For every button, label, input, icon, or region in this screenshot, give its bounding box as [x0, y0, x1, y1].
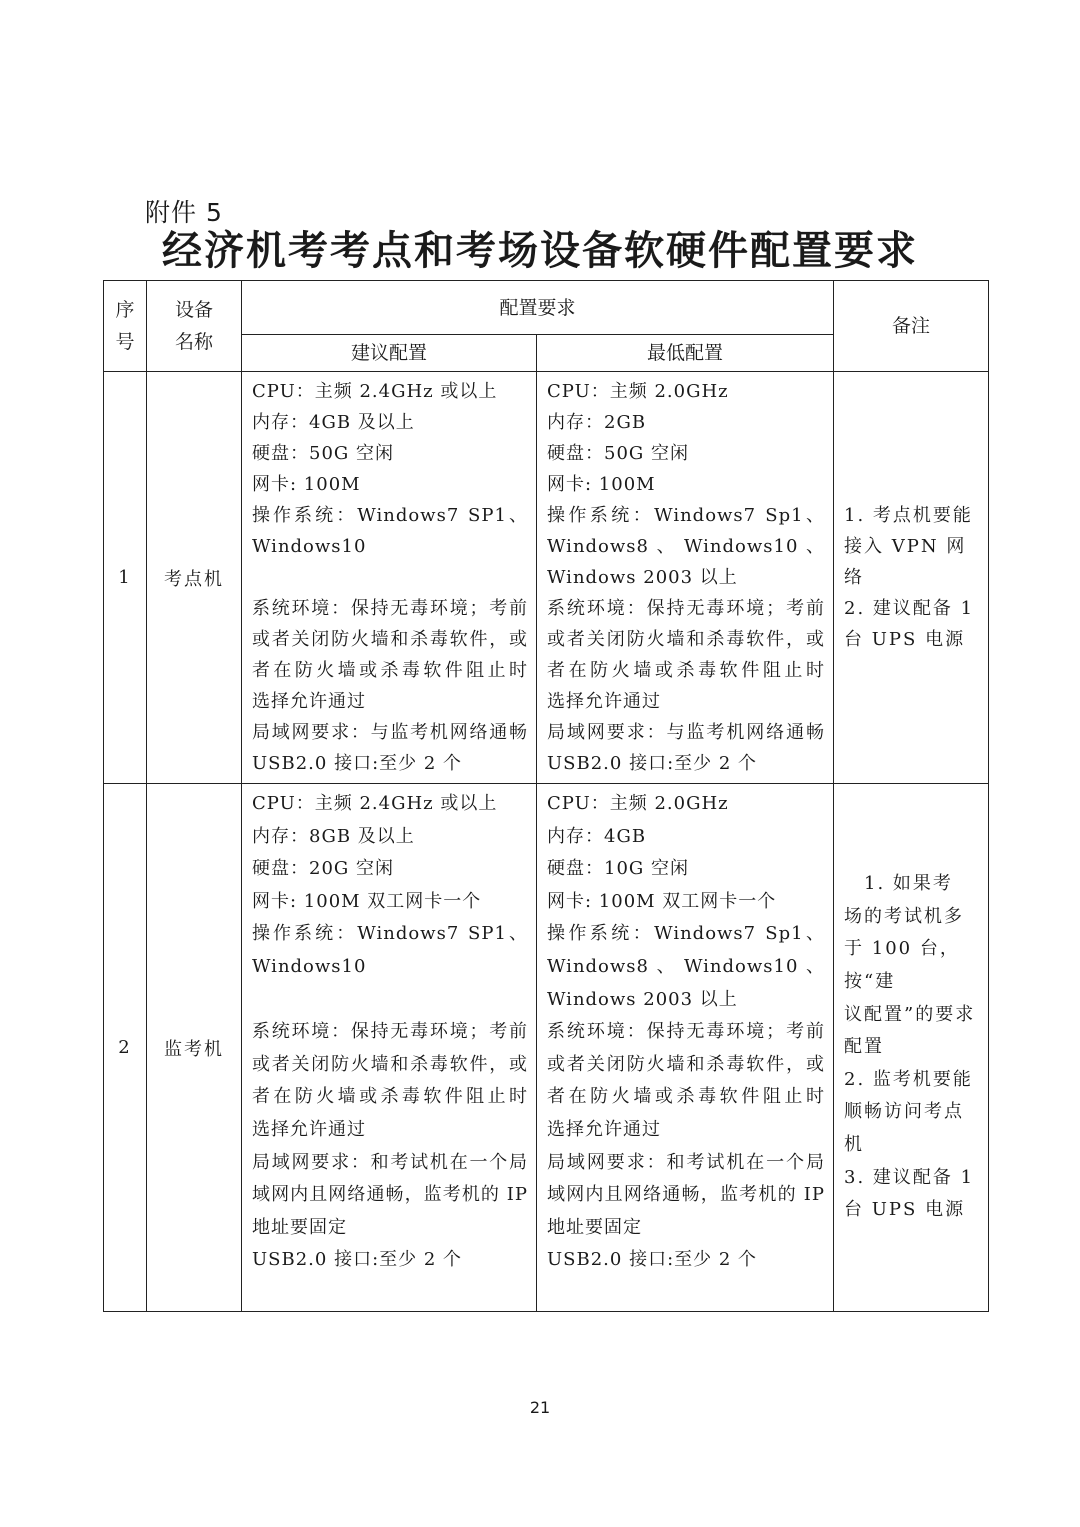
- remark-line: 接入 VPN 网络: [844, 536, 967, 588]
- minimum-config: [537, 784, 834, 1312]
- remark-line: 顺畅访问考点: [844, 1101, 965, 1123]
- minimum-config: [537, 372, 834, 784]
- spec-line: USB2.0 接口:至少 2 个: [252, 753, 463, 774]
- spec-line: 系统环境：保持无毒环境；考前: [547, 1021, 826, 1043]
- recommended-config: [242, 372, 537, 784]
- remark-line: 议配置”的要求: [844, 1003, 976, 1025]
- remark-line: 2. 监考机要能: [844, 1068, 973, 1090]
- spec-line: 选择允许通过: [547, 691, 661, 712]
- spec-line: USB2.0 接口:至少 2 个: [547, 1249, 758, 1271]
- spec-line: 域网内且网络通畅，监考机的 IP: [547, 1184, 826, 1206]
- spec-line: 局域网要求：和考试机在一个局: [547, 1151, 826, 1173]
- spec-line: CPU：主频 2.4GHz 或以上: [252, 381, 498, 402]
- remark-line: 2. 建议配备 1: [844, 598, 975, 619]
- spec-line: 者在防火墙或杀毒软件阻止时: [252, 1086, 528, 1108]
- header-seq-line1: 序: [115, 299, 135, 321]
- spec-line: 选择允许通过: [547, 1118, 661, 1140]
- remark-line: 3. 建议配备 1: [844, 1166, 975, 1188]
- spec-line: 系统环境：保持无毒环境；考前: [547, 598, 826, 619]
- spec-line: USB2.0 接口:至少 2 个: [252, 1249, 463, 1271]
- row-seq: 2: [104, 784, 147, 1312]
- header-remarks: 备注: [834, 281, 989, 372]
- header-device-line2: 名称: [174, 331, 213, 353]
- header-seq-line2: 号: [115, 331, 135, 353]
- remark-line: 1. 考点机要能: [844, 505, 973, 526]
- recommended-config: [242, 784, 537, 1312]
- spec-line: 内存：2GB: [547, 412, 647, 433]
- spec-line: 硬盘：10G 空闲: [547, 858, 690, 880]
- remark-line: 配置: [844, 1036, 885, 1058]
- spec-line: 局域网要求：与监考机网络通畅: [252, 722, 528, 743]
- spec-line: 者在防火墙或杀毒软件阻止时: [547, 1086, 826, 1108]
- row-seq: 1: [104, 372, 147, 784]
- spec-line: Windows 2003 以上: [547, 988, 738, 1010]
- spec-line: Windows 2003 以上: [547, 567, 738, 588]
- spec-line: 者在防火墙或杀毒软件阻止时: [252, 660, 528, 681]
- spec-line: 内存：4GB 及以上: [252, 412, 415, 433]
- remarks-cell: [834, 372, 989, 784]
- spec-line: 操作系统：Windows7 SP1、: [252, 923, 528, 945]
- spec-line: 选择允许通过: [252, 691, 366, 712]
- spec-line: 网卡: 100M: [252, 474, 361, 495]
- remarks-cell: [834, 784, 989, 1312]
- spec-line: CPU：主频 2.0GHz: [547, 381, 729, 402]
- spec-line: 系统环境：保持无毒环境；考前: [252, 598, 528, 619]
- spec-line: CPU：主频 2.0GHz: [547, 793, 729, 814]
- table-row: [104, 784, 989, 1312]
- remark-line: 于 100 台，按“建: [844, 938, 960, 993]
- remark-line: 机: [844, 1133, 865, 1155]
- remark-line: 台 UPS 电源: [844, 629, 966, 650]
- remark-line: 场的考试机多: [844, 905, 965, 927]
- spec-line: Windows8 、 Windows10 、: [547, 536, 826, 557]
- header-minimum: 最低配置: [537, 335, 834, 372]
- spec-line: 地址要固定: [547, 1216, 642, 1238]
- spec-line: 局域网要求：与监考机网络通畅: [547, 722, 826, 743]
- spec-line: 者在防火墙或杀毒软件阻止时: [547, 660, 826, 681]
- header-seq: [104, 281, 147, 372]
- spec-line: CPU：主频 2.4GHz 或以上: [252, 793, 498, 814]
- header-recommended: 建议配置: [242, 335, 537, 372]
- spec-line: 网卡: 100M 双工网卡一个: [547, 890, 777, 912]
- spec-line: 操作系统：Windows7 Sp1、: [547, 505, 826, 526]
- spec-line: 系统环境：保持无毒环境；考前: [252, 1021, 528, 1043]
- page-number: 21: [529, 1398, 551, 1417]
- row-device-name: 考点机: [147, 372, 242, 784]
- spec-line: Windows8 、 Windows10 、: [547, 955, 826, 977]
- spec-line: 选择允许通过: [252, 1118, 366, 1140]
- spec-line: Windows10: [252, 955, 367, 977]
- spec-line-blank: [252, 984, 528, 1017]
- spec-line: 内存：8GB 及以上: [252, 825, 415, 847]
- spec-line: Windows10: [252, 536, 367, 557]
- spec-line: 或者关闭防火墙和杀毒软件，或: [547, 629, 826, 650]
- spec-line: 硬盘：50G 空闲: [252, 443, 395, 464]
- config-table: [103, 280, 989, 1312]
- table-row: [104, 372, 989, 784]
- spec-line: 网卡: 100M 双工网卡一个: [252, 890, 482, 912]
- spec-line: 网卡: 100M: [547, 474, 656, 495]
- spec-line: 或者关闭防火墙和杀毒软件，或: [252, 629, 528, 650]
- header-device: [147, 281, 242, 372]
- spec-line: 或者关闭防火墙和杀毒软件，或: [547, 1053, 826, 1075]
- spec-line: 操作系统：Windows7 Sp1、: [547, 923, 826, 945]
- header-device-line1: 设备: [174, 299, 213, 321]
- spec-line: 内存：4GB: [547, 825, 647, 847]
- spec-line: 域网内且网络通畅，监考机的 IP: [252, 1184, 528, 1206]
- spec-line: 硬盘：20G 空闲: [252, 858, 395, 880]
- remark-line: 1. 如果考: [844, 873, 953, 895]
- spec-line: 硬盘：50G 空闲: [547, 443, 690, 464]
- header-config-requirements: 配置要求: [242, 281, 834, 335]
- spec-line: 或者关闭防火墙和杀毒软件，或: [252, 1053, 528, 1075]
- attachment-label: 附件 5: [145, 198, 223, 227]
- document-title: 经济机考考点和考场设备软硬件配置要求: [162, 228, 918, 274]
- row-device-name: 监考机: [147, 784, 242, 1312]
- spec-line: 局域网要求：和考试机在一个局: [252, 1151, 528, 1173]
- spec-line: USB2.0 接口:至少 2 个: [547, 753, 758, 774]
- remark-line: 台 UPS 电源: [844, 1199, 966, 1221]
- spec-line: 操作系统：Windows7 SP1、: [252, 505, 528, 526]
- spec-line-blank: [252, 562, 528, 593]
- spec-line: 地址要固定: [252, 1216, 347, 1238]
